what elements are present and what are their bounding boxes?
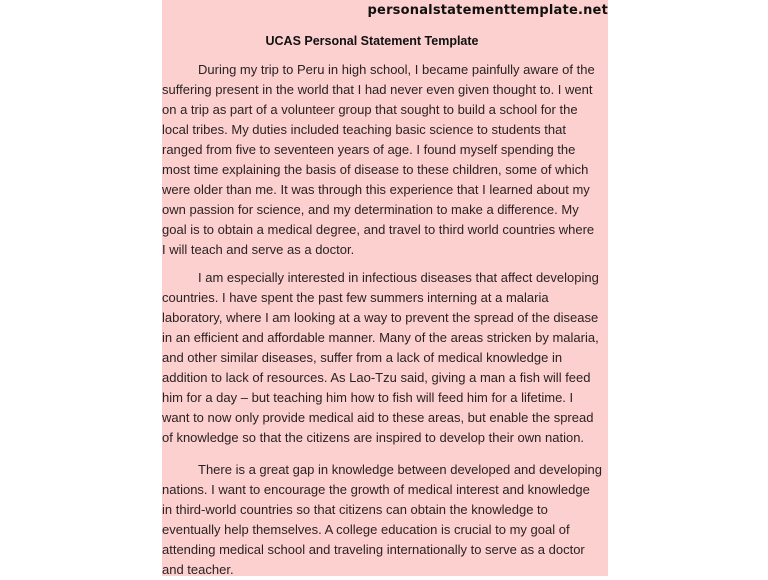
- text-line: eventually help themselves. A college education is crucial to my goal of: [162, 522, 570, 537]
- text-line: own passion for science, and my determination to make a difference. My: [162, 202, 579, 217]
- text-line: suffering present in the world that I had never even given thought to. I went: [162, 82, 593, 97]
- text-line: goal is to obtain a medical degree, and travel to third world countries where: [162, 222, 595, 237]
- text-line: of knowledge so that the citizens are inspired to develop their own nation.: [162, 430, 585, 445]
- text-line: countries. I have spent the past few summers interning at a malaria: [162, 290, 549, 305]
- text-line: in an efficient and affordable manner. Many of the areas stricken by malaria,: [162, 330, 599, 345]
- text-line: and other similar diseases, suffer from a lack of medical knowledge in: [162, 350, 563, 365]
- document-title: UCAS Personal Statement Template: [265, 34, 479, 48]
- text-line: attending medical school and traveling internationally to serve as a doctor: [162, 542, 585, 557]
- text-line: in third-world countries so that citizens can obtain the knowledge to: [162, 502, 548, 517]
- document-page: [162, 0, 608, 576]
- text-line: nations. I want to encourage the growth of medical interest and knowledge: [162, 482, 590, 497]
- paragraph-2: [162, 268, 608, 448]
- text-line: want to now only provide medical aid to these areas, but enable the spread: [162, 410, 594, 425]
- text-line: During my trip to Peru in high school, I became painfully aware of the: [198, 62, 595, 77]
- text-line: were older than me. It was through this experience that I learned about my: [162, 182, 590, 197]
- watermark-site-name: personalstatementtemplate.net: [367, 3, 608, 18]
- text-line: I will teach and serve as a doctor.: [162, 242, 355, 257]
- text-line: ranged from five to seventeen years of age. I found myself spending the: [162, 142, 576, 157]
- text-line: and teacher.: [162, 562, 234, 577]
- paragraph-3: [162, 460, 608, 580]
- text-line: on a trip as part of a volunteer group that sought to build a school for the: [162, 102, 578, 117]
- text-line: local tribes. My duties included teaching basic science to students that: [162, 122, 566, 137]
- text-line: I am especially interested in infectious diseases that affect developing: [198, 270, 599, 285]
- text-line: most time explaining the basis of disease to these children, some of which: [162, 162, 589, 177]
- text-line: him for a day – but teaching him how to fish will feed him for a lifetime. I: [162, 390, 574, 405]
- text-line: laboratory, where I am looking at a way to prevent the spread of the disease: [162, 310, 599, 325]
- paragraph-1: [162, 60, 608, 260]
- text-line: There is a great gap in knowledge between developed and developing: [198, 462, 603, 477]
- text-line: addition to lack of resources. As Lao-Tzu said, giving a man a fish will feed: [162, 370, 591, 385]
